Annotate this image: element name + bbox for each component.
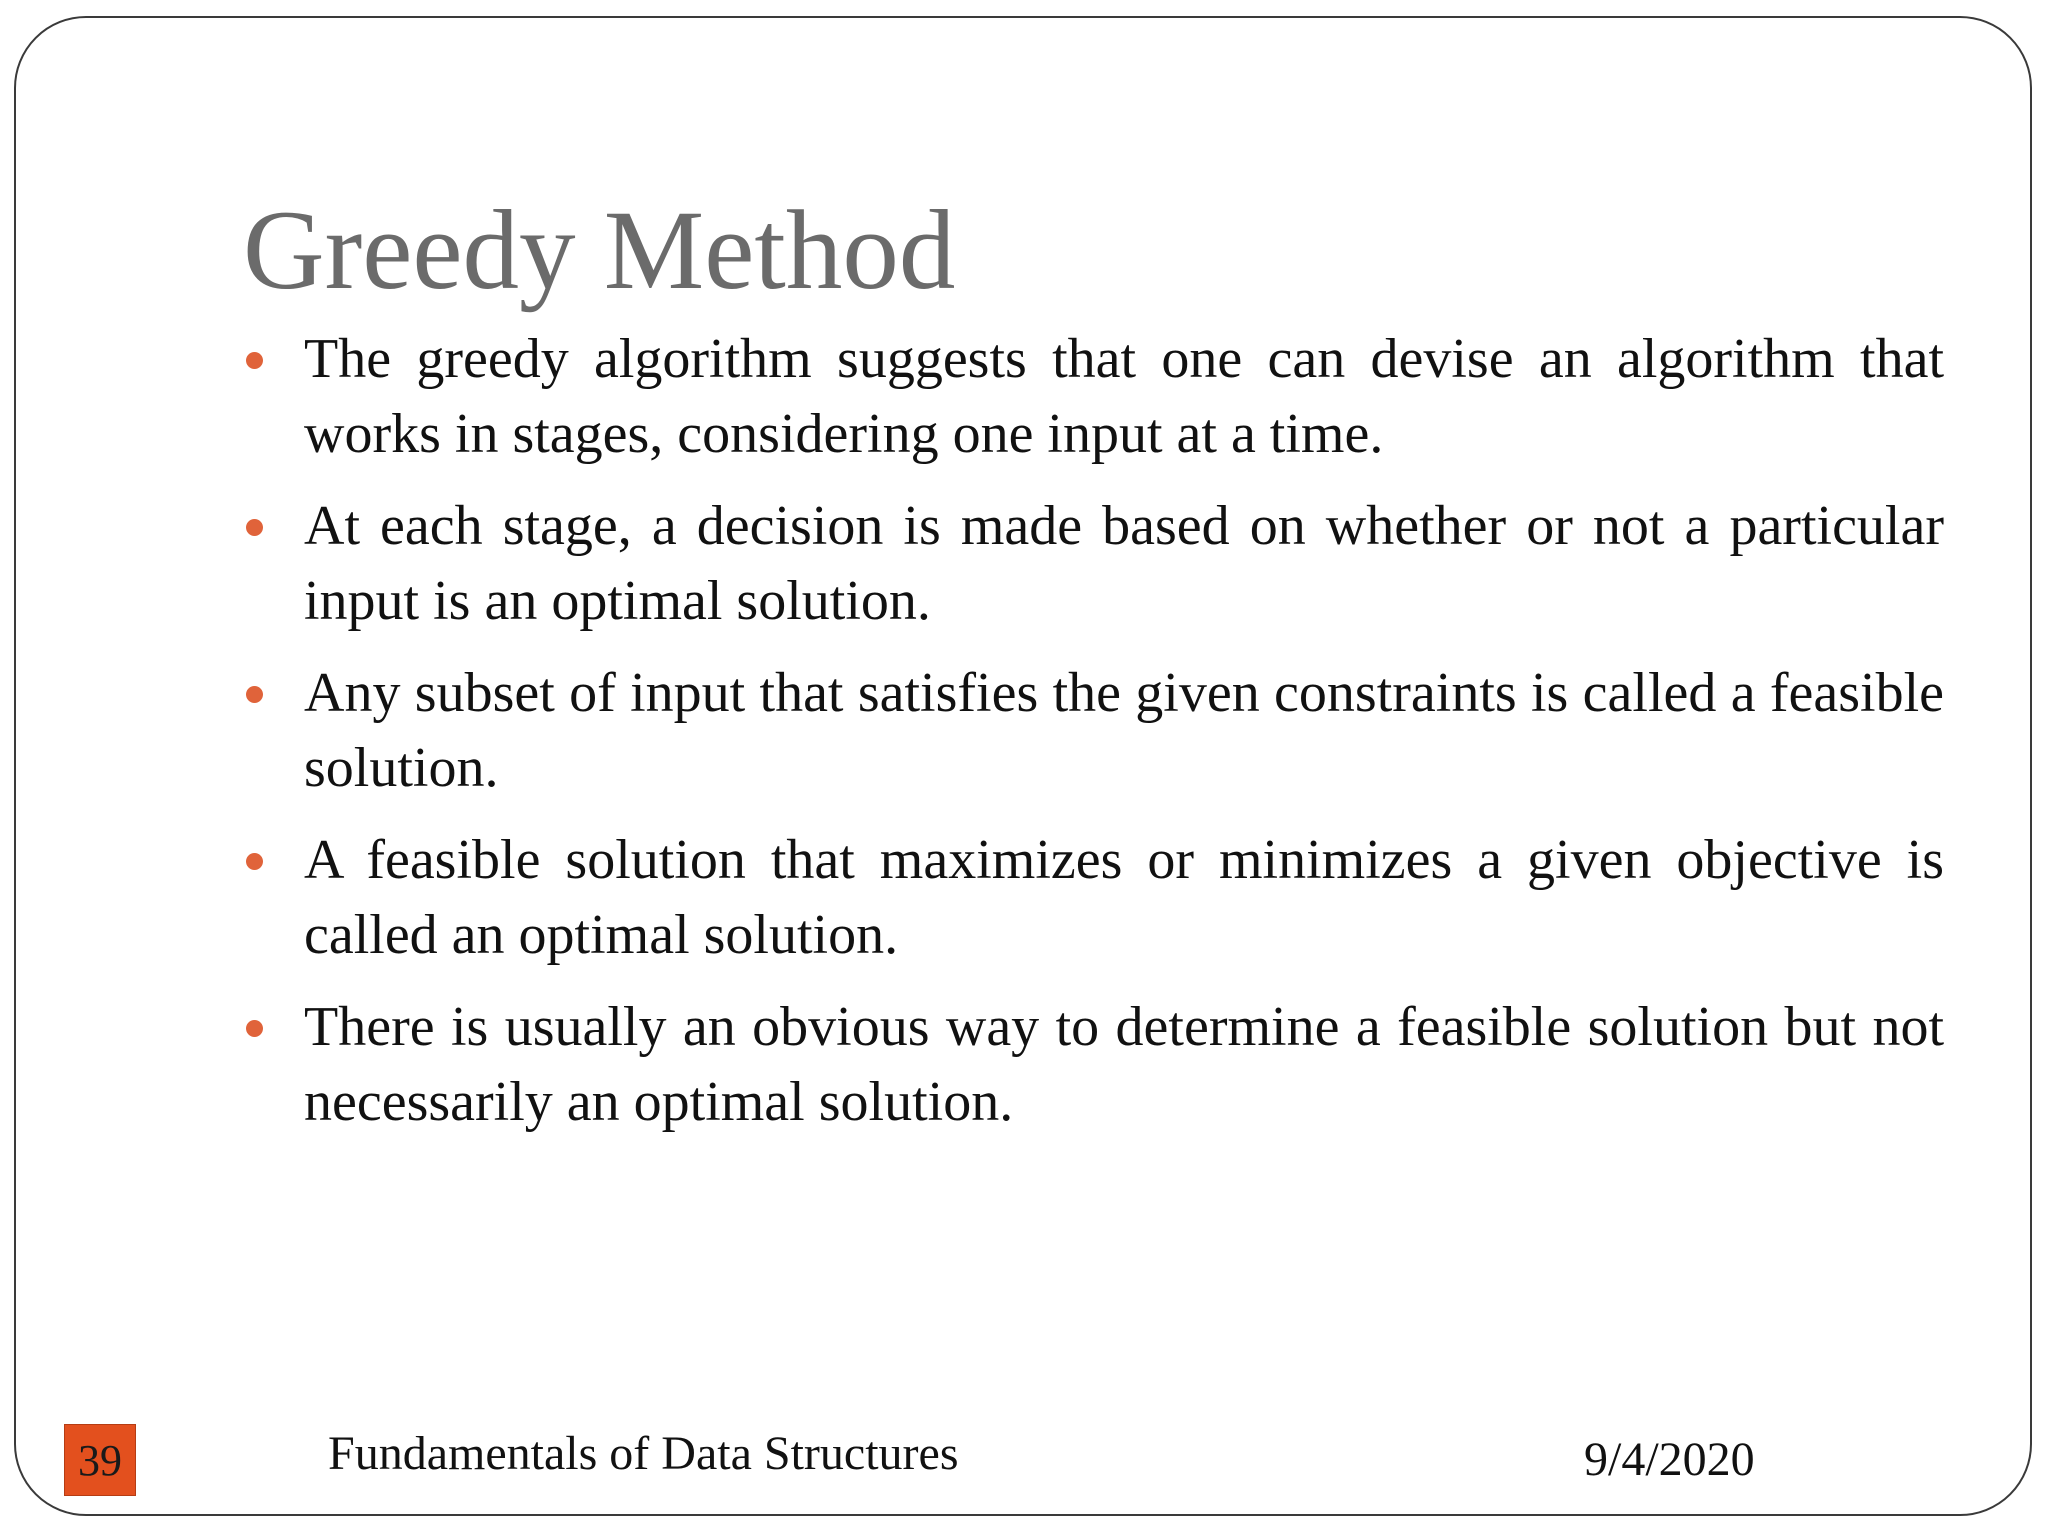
bullet-icon xyxy=(246,352,263,369)
bullet-text: The greedy algorithm suggests that one can devise an algorithm that works in stages, considering one input at a time. xyxy=(304,328,1944,465)
bullet-item xyxy=(244,322,1944,472)
bullet-text: Any subset of input that satisfies the given constraints is called a feasible solution. xyxy=(304,662,1944,799)
bullet-icon xyxy=(246,1020,263,1037)
slide-number-badge: 39 xyxy=(64,1424,136,1496)
bullet-icon xyxy=(246,686,263,703)
bullet-item xyxy=(244,990,1944,1140)
bullet-list xyxy=(244,322,1944,1157)
slide-title: Greedy Method xyxy=(243,188,956,313)
bullet-item xyxy=(244,656,1944,806)
bullet-item xyxy=(244,823,1944,973)
bullet-text: At each stage, a decision is made based on whether or not a particular input is an optimal solution. xyxy=(304,495,1944,632)
bullet-icon xyxy=(246,853,263,870)
bullet-text: A feasible solution that maximizes or minimizes a given objective is called an optimal solution. xyxy=(304,829,1944,966)
bullet-text: There is usually an obvious way to determine a feasible solution but not necessarily an optimal solution. xyxy=(304,996,1944,1133)
footer-date: 9/4/2020 xyxy=(1584,1433,1755,1486)
bullet-item xyxy=(244,489,1944,639)
footer-course-title: Fundamentals of Data Structures xyxy=(328,1427,959,1480)
bullet-icon xyxy=(246,519,263,536)
slide-frame xyxy=(14,16,2032,1516)
